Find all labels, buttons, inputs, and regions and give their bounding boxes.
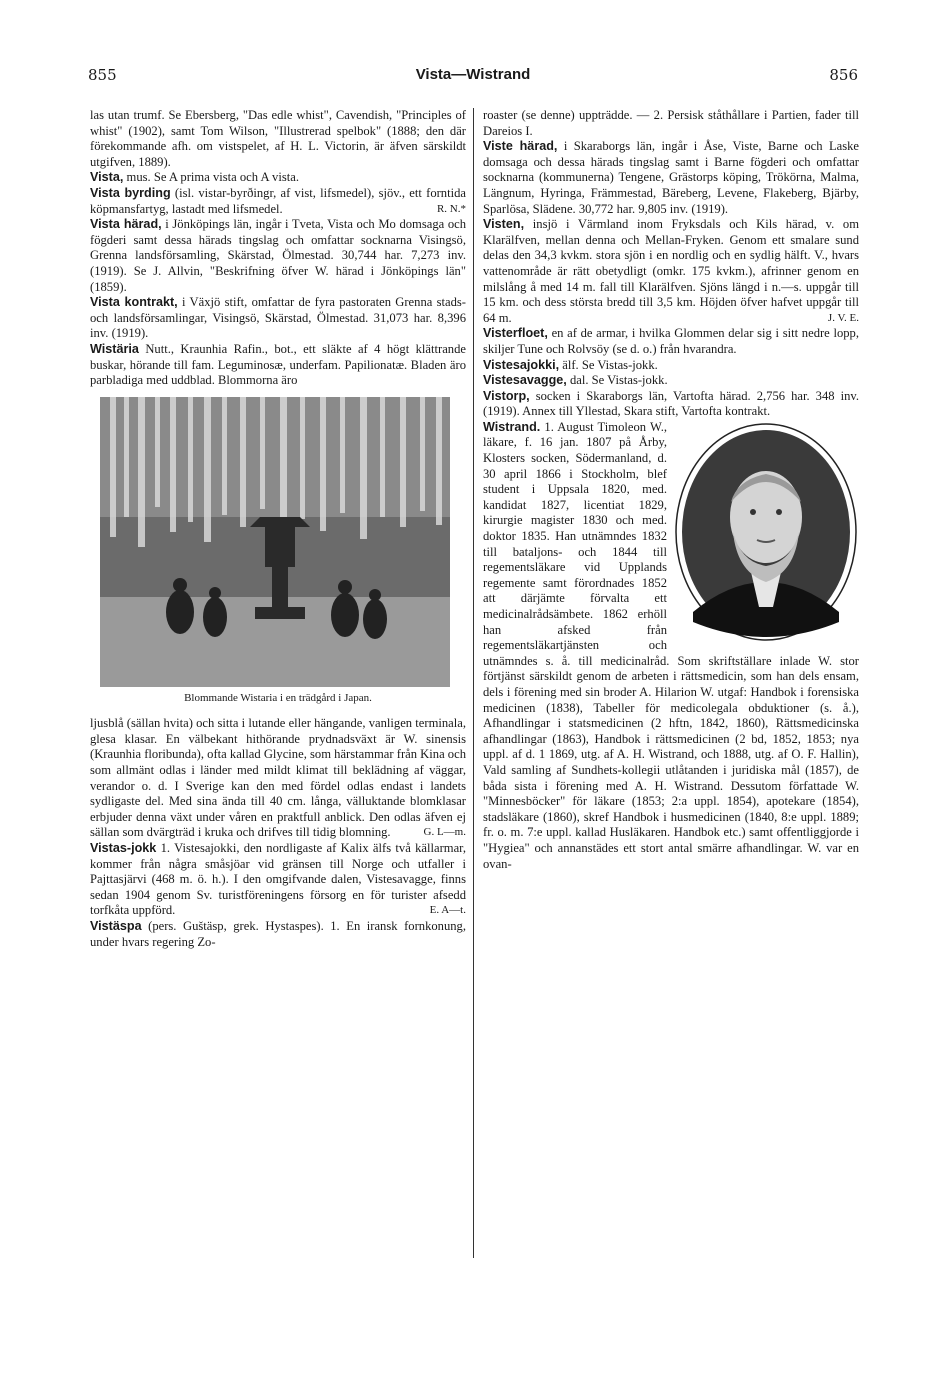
wistaria-photo	[100, 397, 450, 687]
headword: Visterfloet,	[483, 326, 548, 341]
headword: Wistäria	[90, 341, 139, 356]
author-signature: G. L—m.	[423, 826, 466, 839]
headword: Vista härad,	[90, 217, 162, 232]
entry-visten: Visten, insjö i Värmland inom Fryksdals och Kils härad, v. om Klarälfven, mellan denna och Mellan-Fryken. Genom ett smalare sund delas den 34,3 kvkm. stora sjön i en nordlig och en sydlig hälft. V., hvars vattenområde är rätt obetydligt (omkr. 175 kvkm.), afrinner genom en milslång å med 14 m. fall till Klarälfven. Sjöns längd i n.—s. uppgår till 15 km. och dess största bredd till 3,5 km. Höjden öfver hafvet uppgår till 64 m. J. V. E.	[483, 217, 859, 325]
portrait-photo	[673, 422, 859, 642]
headword: Vista,	[90, 170, 124, 185]
entry-vistesajokki: Vistesajokki, älf. Se Vistas-jokk.	[483, 357, 658, 372]
entry-vistaspa-cont: roaster (se denne) uppträdde. — 2. Persisk ståthållare i Partien, fader till Dareios I.	[483, 108, 859, 138]
entry-wistaria: Wistäria Nutt., Kraunhia Rafin., bot., ett släkte af 4 högt klättrande buskar, hörande till fam. Leguminosæ, underfam. Papilionatæ. Bladen äro parbladiga med uddblad. Blommorna äro	[90, 341, 466, 388]
right-column	[483, 108, 859, 872]
entry-vistorp: Vistorp, socken i Skaraborgs län, Vartofta härad. 2,756 har. 348 inv. (1919). Annex till Yllestad, Skara stift, Vartofta kontrakt.	[483, 388, 859, 419]
page-number-right: 856	[829, 66, 858, 84]
entry-vista-harad: Vista härad, i Jönköpings län, ingår i Tveta, Vista och Mo domsaga och fögderi samt dessa härads tingslag och omfattar socknarna Visingsö, Grenna landsförsamling, Skärstad, Ölmestad. 30,744 har. 7,273 inv. (1919). Se J. Allvin, "Beskrifning öfver W. härad i Jönköpings län" (1859).	[90, 217, 467, 294]
headword: Wistrand.	[483, 419, 541, 434]
page-number-left: 855	[88, 66, 117, 84]
headword: Vista kontrakt,	[90, 295, 178, 310]
entry-vista: Vista, mus. Se A prima vista och A vista.	[90, 170, 299, 185]
author-signature: E. A—t.	[429, 904, 466, 917]
headword: Vistesavagge,	[483, 373, 567, 388]
entry-vistas-jokk: Vistas-jokk 1. Vistesajokki, den nordligaste af Kalix älfs två källarmar, kommer från några småsjöar vid gränsen till Norge och utfaller i Pajttasjärvi (468 m. ö. h.). I den omgifvande dalen, Vistesavagge, finns sedan 1904 genom Sv. turistföreningens försorg en för turister afsedd torfkåta uppförd. E. A—t.	[90, 841, 466, 918]
running-title: Vista—Wistrand	[415, 66, 531, 83]
headword: Viste härad,	[483, 139, 558, 154]
page-header	[88, 66, 858, 88]
headword: Vistäspa	[90, 919, 142, 933]
headword: Vista byrding	[90, 185, 171, 200]
entry-vistesavagge: Vistesavagge, dal. Se Vistas-jokk.	[483, 373, 668, 388]
author-signature: R. N.*	[436, 202, 466, 215]
left-column	[90, 108, 466, 950]
column-divider	[473, 108, 474, 1258]
entry-vista-byrding: Vista byrding (isl. vistar-byrðingr, af vist, lifsmedel), sjöv., ett forntida köpmansfartyg, lastadt med lifsmedel. R. N.*	[90, 185, 466, 216]
headword: Vistas-jokk	[90, 841, 157, 856]
entry-wistrand: Wistrand. 1. August Timoleon W., läkare, f. 16 jan. 1807 på Årby, Klosters socken, Södermanland, d. 30 april 1866 i Stockholm, blef student i Uppsala 1820, med. kandidat 1827, licentiat 1829, kirurgie magister 1830 och med. doktor 1835. Han utnämndes 1832 till bataljons- och 1844 till regementsläkare vid Upplands regemente samt förordnades 1852 att därjämte förvalta ett medicinalrådsämbete. 1862 erhöll han afsked från regementsläkartjänsten och utnämndes s. å. till medicinalråd. Som skriftställare inlade W. stor förtjänst särskildt genom de arbeten i rättsmedicin, som han dels ensam, dels i förening med sin broder A. Hilarion W. utgaf: Handbok i forensiska medicinen (1838), Tabeller för medicolegala obduktioner (s. å.), Afhandlingar i statsmedicinen (2 hftn, 1842, 1860), Rättsmedicinska afhandlingar (1863), Handbok i rättsmedicinen (2 bd, 1852, 1853; nya uppl. af d. 1 1869, utg. af A. H. Wistrand, och 1888, utg. af O. F. Hallin), Vald samling af Sundhets-kollegii utlåtanden i juridiska mål (1857), de båda sista i förening med A. H. Wistrand. Dessutom författade W. "Minnesböcker" för läkare (1853; 2:a uppl. 1854), apotekare (1854), stadsläkare (1860), skref Handbok i husmedicinen (1840, 8:e uppl. 1889; fr. o. m. 7:e uppl. kallad Husläkaren. Handbok etc.) samt offentliggjorde i "Hygiea" och annanstädes ett stort antal smärre afhandlingar. W. var en ovan-	[483, 419, 859, 871]
headword: Vistorp,	[483, 388, 530, 403]
headword: Visten,	[483, 217, 525, 232]
entry-vistaspa: Vistäspa (pers. Guštäsp, grek. Hystaspes). 1. En iransk fornkonung, under hvars regering Zo-	[90, 919, 466, 949]
photo-caption: Blommande Wistaria i en trädgård i Japan.	[184, 691, 372, 704]
entry-wistaria-cont: ljusblå (sällan hvita) och sitta i lutande eller hängande, vanligen terminala, glesa klasar. En välbekant hithörande prydnadsväxt är W. sinensis (Kraunhia floribunda), ofta kallad Glycine, som härstammar från Kina och som allmänt odlas i länder med mildt klimat till beklädning af väggar, verandor o. d. I Sverige kan den med fördel odlas endast i landets sydligaste del. Med sina ända till 40 cm. långa, välluktande blomklasar erbjuder denna växt under våren en praktfull anblick. Den odlas äfven ej sällan som dvärgträd i kruka och drifves till tidig blomning. G. L—m.	[90, 716, 466, 840]
entry-continuation: las utan trumf. Se Ebersberg, "Das edle whist", Cavendish, "Principles of whist" (1902), samt Tom Wilson, "Illustrerad spelbok" (1888; den där förekommande afh. om vistspelet, af H. L. Victorin, är äfven särskildt utgifven, 1889).	[90, 108, 466, 169]
headword: Vistesajokki,	[483, 357, 560, 372]
entry-viste-harad: Viste härad, i Skaraborgs län, ingår i Åse, Viste, Barne och Laske domsaga och dessa härads tingslag samt i Barne fögderi och omfattar socknarna (kommunerna) Tengene, Grästorps köping, Trökörna, Malma, Längnum, Hyringa, Främmestad, Bäreberg, Levene, Flakeberg, Bjärby, Sparlösa, Slädene. 30,772 har. 9,805 inv. (1919).	[483, 139, 860, 216]
entry-visterfloet: Visterfloet, en af de armar, i hvilka Glommen delar sig i sitt nedre lopp, skiljer Tune och Rolvsöy (se d. o.) från hvarandra.	[483, 326, 859, 356]
author-signature: J. V. E.	[827, 311, 859, 324]
entry-vista-kontrakt: Vista kontrakt, i Växjö stift, omfattar de fyra pastoraten Grenna stads- och landsförsamlingar, Visingsö, Skärstad, Ölmestad. 31,073 har. 8,396 inv. (1919).	[90, 295, 466, 341]
